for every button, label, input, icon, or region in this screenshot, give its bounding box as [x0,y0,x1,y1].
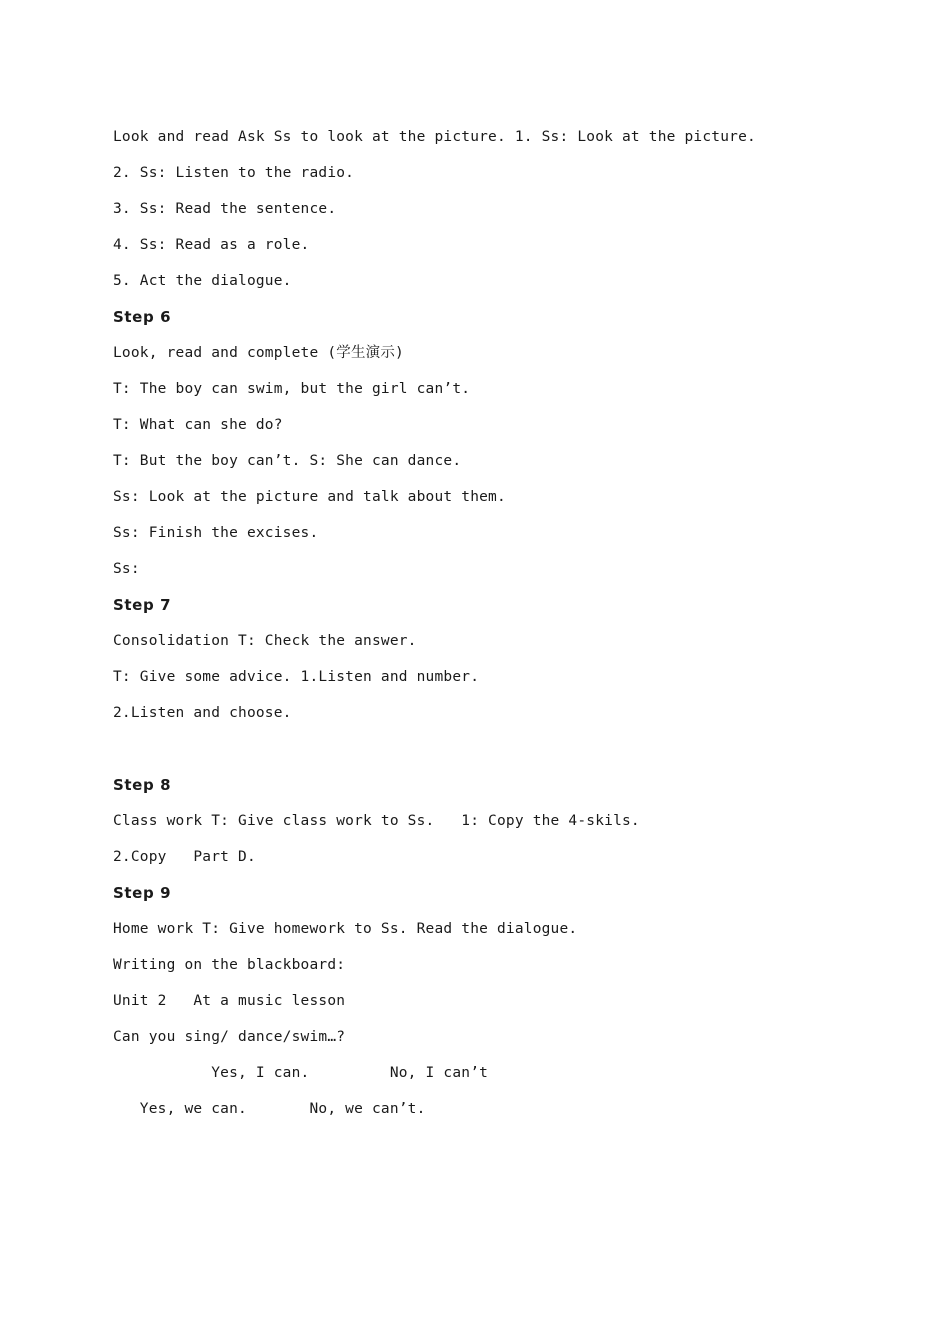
text-line: Ss: Look at the picture and talk about them. [113,489,506,505]
text-line: 5. Act the dialogue. [113,273,292,289]
text-line: Consolidation T: Check the answer. [113,633,417,649]
text-line: Yes, I can. No, I can’t [113,1065,489,1081]
text-line: Unit 2 At a music lesson [113,993,346,1009]
text-line: Ss: Finish the excises. [113,525,319,541]
step-heading: Step 8 [113,776,172,794]
text-line: Class work T: Give class work to Ss. 1: Copy the 4-skils. [113,813,640,829]
text-line: Home work T: Give homework to Ss. Read the dialogue. [113,921,578,937]
text-line: Yes, we can. No, we can’t. [113,1101,426,1117]
text-line: Can you sing/ dance/swim…? [113,1029,346,1045]
text-line: T: But the boy can’t. S: She can dance. [113,453,462,469]
text-line: 3. Ss: Read the sentence. [113,201,337,217]
text-line: Look and read Ask Ss to look at the picture. 1. Ss: Look at the picture. [113,129,756,145]
text-line: 2.Copy Part D. [113,849,256,865]
text-line: T: The boy can swim, but the girl can’t. [113,381,471,397]
text-line: 2. Ss: Listen to the radio. [113,165,355,181]
text-line: Writing on the blackboard: [113,957,346,973]
text-line: 4. Ss: Read as a role. [113,237,310,253]
text-line: T: What can she do? [113,417,283,433]
text-line: Look, read and complete (学生演示) [113,345,404,361]
text-line: Ss: [113,561,140,577]
step-heading: Step 7 [113,596,172,614]
document-page [113,126,873,1134]
text-line: T: Give some advice. 1.Listen and number. [113,669,480,685]
step-heading: Step 9 [113,884,172,902]
text-line: 2.Listen and choose. [113,705,292,721]
step-heading: Step 6 [113,308,172,326]
blank-line [113,738,873,774]
